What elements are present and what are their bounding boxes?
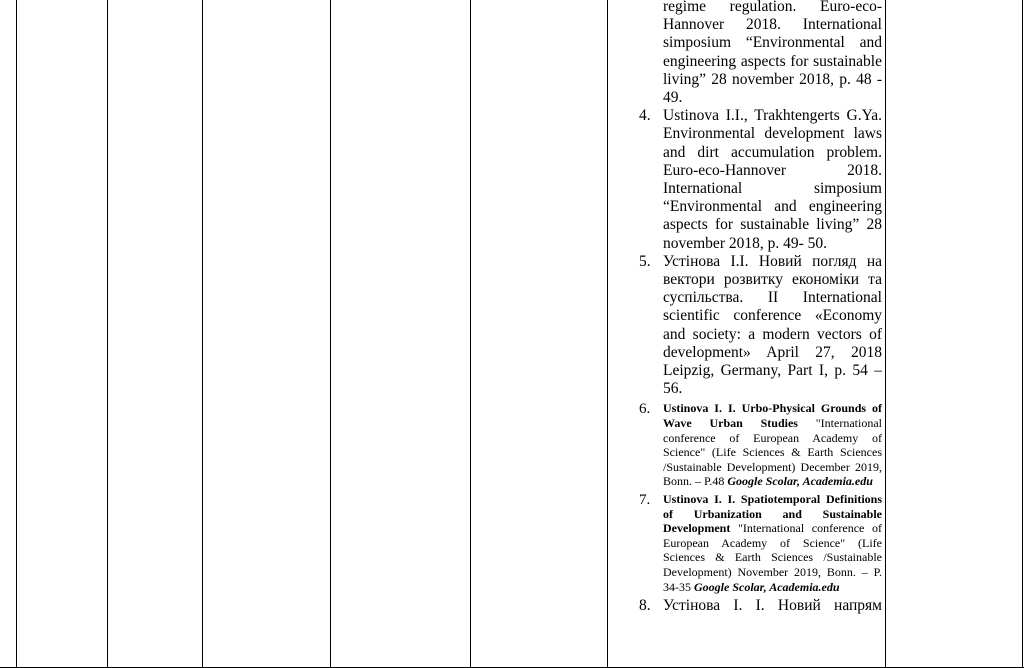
table-column-divider	[107, 0, 108, 668]
list-item	[607, 597, 885, 615]
reference-index: Google Scolar, Academia.edu	[727, 474, 873, 489]
reference-details: "International conference of European Academy of Science" (Life Sciences & Earth Sciences /Sustainable Development) December 2019, Bonn. – P.48	[663, 416, 882, 489]
table-border-right	[1022, 0, 1023, 668]
reference-list	[607, 0, 885, 615]
reference-number: 7.	[639, 492, 651, 509]
reference-text	[663, 492, 882, 594]
list-item	[607, 253, 885, 399]
reference-title: Ustinova I. I. Spatiotemporal Definitions of Urbanization and Sustainable Development	[663, 492, 882, 536]
reference-title: Ustinova I. I. Urbo-Physical Grounds of Wave Urban Studies	[663, 401, 882, 431]
reference-number: 5.	[639, 252, 651, 270]
reference-text: Ustinova I.I., Trakhtengerts G.Ya. Environmental development laws and dirt accumulation problem. Euro-eco-Hannover 2018. International simposium “Environmental and engineering aspects for sustainable living” 28 november 2018, p. 49- 50.	[663, 107, 882, 252]
reference-index: Google Scolar, Academia.edu	[694, 579, 840, 594]
table-column-divider	[330, 0, 331, 668]
list-item	[607, 107, 885, 253]
reference-text: Устінова І.І. Новий погляд на вектори розвитку економіки та суспільства. II International scientific conference «Economy and society: a modern vectors of development» April 27, 2018 Leipzig, Germany, Part I, p. 54 – 56.	[663, 252, 882, 398]
reference-text	[663, 401, 882, 489]
table-column-divider	[202, 0, 203, 668]
table-column-divider	[470, 0, 471, 668]
reference-text: regime regulation. Euro-eco-Hannover 2018. International simposium “Environmental and engineering aspects for sustainable living” 28 november 2018, p. 48 - 49.	[663, 0, 882, 107]
list-item	[607, 492, 885, 594]
table-column-divider	[885, 0, 886, 668]
references-cell	[607, 0, 885, 668]
list-item	[607, 0, 885, 107]
reference-number: 8.	[639, 597, 651, 615]
reference-number: 6.	[639, 401, 651, 418]
list-item	[607, 401, 885, 489]
reference-text: Устінова І. І. Новий напрям	[663, 597, 882, 615]
reference-details: "International conference of European Academy of Science" (Life Sciences & Earth Sciences /Sustainable Development) November 2019, Bonn. – P. 34-35	[663, 521, 882, 594]
reference-number: 4.	[639, 107, 651, 125]
table-border-left	[16, 0, 17, 668]
